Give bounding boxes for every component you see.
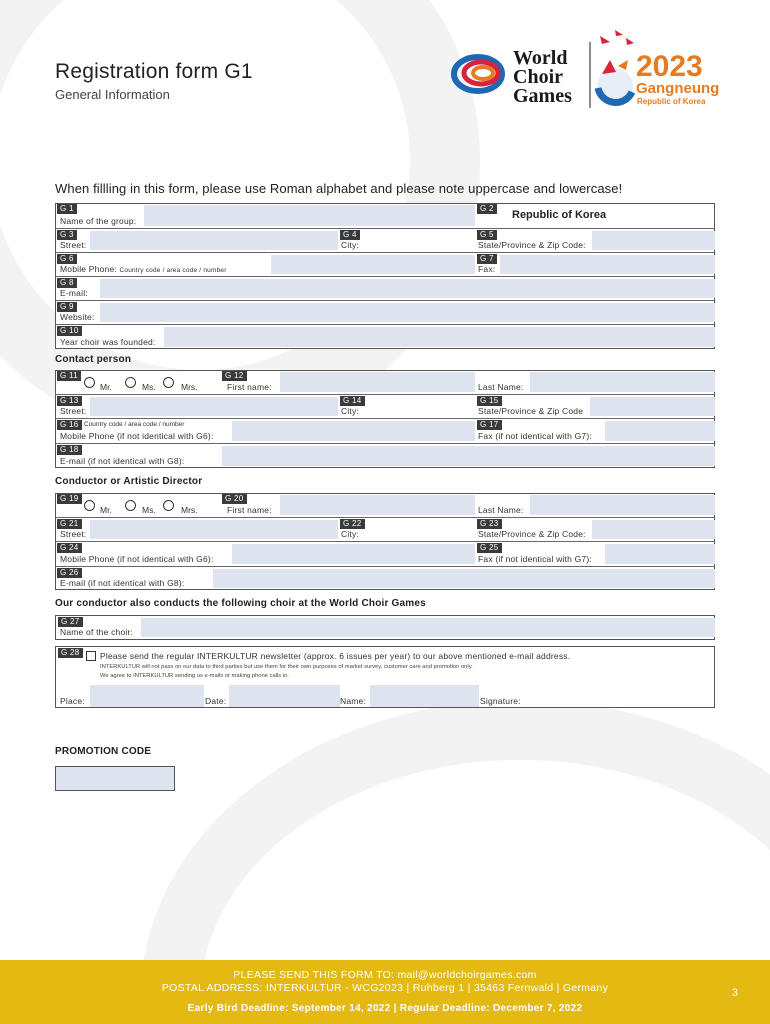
contact-mr-radio[interactable] xyxy=(84,377,95,388)
footer-email-line: PLEASE SEND THIS FORM TO: mail@worldchoirgames.com xyxy=(233,969,537,981)
wcg-emblem-icon xyxy=(454,57,502,91)
row-g1-g2 xyxy=(55,203,715,228)
conductor-first-name-input[interactable] xyxy=(280,495,475,515)
newsletter-consent-text: Please send the regular INTERKULTUR newsletter (approx. 6 issues per year) to our above mentioned e-mail address. xyxy=(100,651,571,661)
tag-g27: G 27 xyxy=(58,617,83,627)
row-g6-g7 xyxy=(55,252,715,276)
conductor-mobile-input[interactable] xyxy=(232,544,475,564)
tag-g11: G 11 xyxy=(57,371,81,381)
tag-g20: G 20 xyxy=(222,494,247,504)
conductor-mr-label: Mr. xyxy=(100,505,112,515)
newsletter-privacy-note: INTERKULTUR will not pass on our data to third parties but use them for their own purposes of market survey, customer care and promotion only. xyxy=(100,664,473,670)
contact-fax-input[interactable] xyxy=(605,421,715,441)
name-input[interactable] xyxy=(370,685,479,707)
footer-address-line: POSTAL ADDRESS: INTERKULTUR - WCG2023 | Ruhberg 1 | 35463 Fernwald | Germany xyxy=(161,982,609,994)
tag-g9: G 9 xyxy=(57,302,77,312)
label-contact-state-zip: State/Province & Zip Code xyxy=(478,406,584,416)
page-title: Registration form G1 xyxy=(55,60,253,83)
footer-deadlines: Early Bird Deadline: September 14, 2022 | Regular Deadline: December 7, 2022 xyxy=(187,1003,583,1014)
row-g26 xyxy=(55,566,715,590)
label-email: E-mail: xyxy=(60,288,88,298)
label-place: Place: xyxy=(60,696,85,706)
row-g10 xyxy=(55,324,715,349)
tag-g5: G 5 xyxy=(477,230,497,240)
tag-g2: G 2 xyxy=(477,204,497,214)
page-number: 3 xyxy=(731,987,738,999)
label-contact-first-name: First name: xyxy=(227,382,272,392)
label-conductor-mobile: Mobile Phone (if not identical with G6): xyxy=(60,554,214,564)
label-contact-last-name: Last Name: xyxy=(478,382,524,392)
page-subtitle: General Information xyxy=(55,87,170,102)
tag-g7: G 7 xyxy=(477,254,497,264)
logo-word-world: World xyxy=(513,47,568,69)
tag-g24: G 24 xyxy=(57,543,82,553)
place-input[interactable] xyxy=(90,685,204,707)
label-name: Name: xyxy=(340,696,367,706)
newsletter-checkbox[interactable] xyxy=(86,651,96,661)
label-mobile-phone: Mobile Phone: Country code / area code / number xyxy=(60,264,227,274)
contact-mobile-hint: Country code / area code / number xyxy=(84,421,185,428)
tag-g6: G 6 xyxy=(57,254,77,264)
instructions: When fillling in this form, please use Roman alphabet and please note uppercase and lowercase! xyxy=(55,181,623,196)
row-g18 xyxy=(55,443,715,468)
fax-input[interactable] xyxy=(500,255,715,274)
tag-g15: G 15 xyxy=(477,396,502,406)
contact-first-name-input[interactable] xyxy=(280,372,475,392)
label-conductor-fax: Fax (if not identical with G7): xyxy=(478,554,592,564)
tag-g3: G 3 xyxy=(57,230,77,240)
contact-mobile-input[interactable] xyxy=(232,421,475,441)
label-city: City: xyxy=(341,240,359,250)
mobile-phone-input[interactable] xyxy=(271,255,475,274)
conductor-street-input[interactable] xyxy=(90,520,338,539)
mobile-phone-hint: Country code / area code / number xyxy=(119,267,227,274)
other-choir-block xyxy=(55,615,715,640)
group-name-input[interactable] xyxy=(144,205,475,226)
tag-g19: G 19 xyxy=(57,494,82,504)
tag-g10: G 10 xyxy=(57,326,82,336)
tag-g13: G 13 xyxy=(57,396,82,406)
contact-mrs-radio[interactable] xyxy=(163,377,174,388)
row-g24-g25 xyxy=(55,541,715,566)
other-choir-name-input[interactable] xyxy=(141,618,715,637)
label-conductor-city: City: xyxy=(341,529,359,539)
tag-g8: G 8 xyxy=(57,278,77,288)
row-g21-g23 xyxy=(55,517,715,541)
tag-g26: G 26 xyxy=(57,568,82,578)
gangneung-emblem-icon xyxy=(597,30,634,104)
label-contact-city: City: xyxy=(341,406,359,416)
contact-ms-radio[interactable] xyxy=(125,377,136,388)
conductor-ms-label: Ms. xyxy=(142,505,156,515)
label-street: Street: xyxy=(60,240,87,250)
row-g13-g15 xyxy=(55,394,715,418)
label-conductor-last-name: Last Name: xyxy=(478,505,524,515)
label-contact-fax: Fax (if not identical with G7): xyxy=(478,431,592,441)
label-conductor-state-zip: State/Province & Zip Code: xyxy=(478,529,586,539)
contact-last-name-input[interactable] xyxy=(530,372,715,392)
label-other-choir-name: Name of the choir: xyxy=(60,627,134,637)
label-contact-email: E-mail (if not identical with G8): xyxy=(60,456,185,466)
country-value: Republic of Korea xyxy=(512,209,607,221)
label-date: Date: xyxy=(205,696,227,706)
label-year-founded: Year choir was founded: xyxy=(60,337,156,347)
tag-g4: G 4 xyxy=(340,230,360,240)
contact-mrs-label: Mrs. xyxy=(181,382,198,392)
label-signature: Signature: xyxy=(480,696,521,706)
conductor-state-zip-input[interactable] xyxy=(592,520,715,539)
tag-g23: G 23 xyxy=(477,519,502,529)
conductor-ms-radio[interactable] xyxy=(125,500,136,511)
label-conductor-first-name: First name: xyxy=(227,505,272,515)
street-input[interactable] xyxy=(90,231,338,250)
tag-g18: G 18 xyxy=(57,445,82,455)
promotion-code-input[interactable] xyxy=(55,766,175,791)
website-input[interactable] xyxy=(100,303,715,322)
label-fax: Fax: xyxy=(478,264,496,274)
tag-g1: G 1 xyxy=(57,204,77,214)
tag-g28: G 28 xyxy=(58,648,83,658)
label-website: Website: xyxy=(60,312,95,322)
label-group-name: Name of the group: xyxy=(60,216,137,226)
newsletter-contact-note: We agree to INTERKULTUR sending us e-mails or making phone calls in. xyxy=(100,673,289,679)
contact-state-zip-input[interactable] xyxy=(590,397,715,416)
conductor-fax-input[interactable] xyxy=(605,544,715,564)
label-contact-street: Street: xyxy=(60,406,87,416)
conductor-mrs-label: Mrs. xyxy=(181,505,198,515)
conductor-email-input[interactable] xyxy=(213,569,715,588)
row-g3-g5 xyxy=(55,228,715,252)
logo-word-choir: Choir xyxy=(513,66,563,88)
tag-g21: G 21 xyxy=(57,519,82,529)
newsletter-block xyxy=(55,646,715,708)
tag-g17: G 17 xyxy=(477,420,502,430)
year-founded-input[interactable] xyxy=(164,327,715,347)
conductor-heading: Conductor or Artistic Director xyxy=(55,476,203,487)
date-input[interactable] xyxy=(229,685,340,707)
logo-word-games: Games xyxy=(513,85,572,107)
row-g19-g20 xyxy=(55,493,715,517)
contact-ms-label: Ms. xyxy=(142,382,156,392)
logo-country: Republic of Korea xyxy=(637,97,706,106)
world-choir-games-logo xyxy=(450,26,730,138)
tag-g14: G 14 xyxy=(340,396,365,406)
row-g9 xyxy=(55,300,715,324)
row-g11-g12 xyxy=(55,370,715,394)
conductor-mr-radio[interactable] xyxy=(84,500,95,511)
logo-city: Gangneung xyxy=(636,80,720,97)
tag-g22: G 22 xyxy=(340,519,365,529)
tag-g12: G 12 xyxy=(222,371,247,381)
conductor-mrs-radio[interactable] xyxy=(163,500,174,511)
label-contact-mobile: Mobile Phone (if not identical with G6): xyxy=(60,431,214,441)
logo-year: 2023 xyxy=(636,50,703,83)
conductor-last-name-input[interactable] xyxy=(530,495,715,515)
contact-email-input[interactable] xyxy=(222,446,715,466)
email-input[interactable] xyxy=(100,279,715,298)
row-g16-g17 xyxy=(55,418,715,443)
contact-street-input[interactable] xyxy=(90,397,338,416)
contact-heading: Contact person xyxy=(55,354,132,365)
promotion-heading: PROMOTION CODE xyxy=(55,746,152,757)
label-conductor-email: E-mail (if not identical with G8): xyxy=(60,578,185,588)
tag-g16: G 16 xyxy=(57,420,82,430)
tag-g25: G 25 xyxy=(477,543,502,553)
label-state-zip: State/Province & Zip Code: xyxy=(478,240,586,250)
row-g8 xyxy=(55,276,715,300)
label-conductor-street: Street: xyxy=(60,529,87,539)
footer xyxy=(0,960,770,1024)
other-choir-heading: Our conductor also conducts the following choir at the World Choir Games xyxy=(55,598,426,609)
state-zip-input[interactable] xyxy=(592,231,715,250)
contact-mr-label: Mr. xyxy=(100,382,112,392)
